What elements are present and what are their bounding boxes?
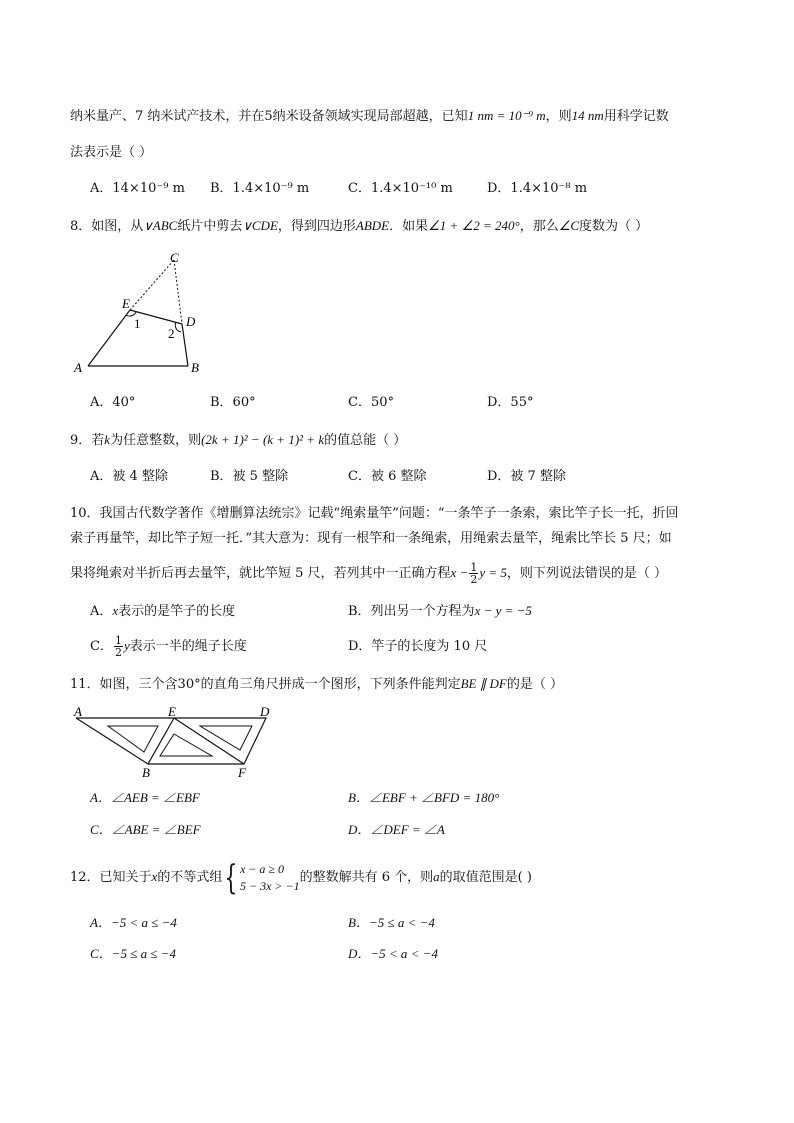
q12-text: 的取值范围是( ): [439, 870, 532, 885]
q11-edge-ef: [174, 718, 244, 764]
q11-text: 的直角三角尺拼成一个图形，下列条件能判定: [200, 677, 461, 692]
q8-text: 度数为（ ）: [579, 219, 649, 234]
q7-line1: [70, 106, 669, 127]
q9-option-b: B．被 5 整除: [210, 469, 289, 484]
q10-option-b-text: B．列出另一个方程为: [348, 604, 475, 619]
q11-figure: [70, 702, 285, 780]
q10-var-x: x: [112, 603, 119, 618]
q10-text: 果将绳索对半折后再去量竿，就比竿短 5 尺，若列其中一正确方程: [70, 566, 451, 581]
q8-angle: ∠C: [558, 218, 580, 233]
q10-option-c-prefix: C．: [90, 639, 113, 654]
q11-option-c: C．∠ABE = ∠BEF: [90, 822, 201, 837]
q12-inequality-2: 5 − 3x > −1: [239, 878, 300, 893]
q11-option-a: A．∠AEB = ∠EBF: [90, 790, 200, 805]
q9-text: 为任意整数，则: [110, 433, 202, 448]
q8-label-d: D: [186, 314, 196, 329]
q11-label-f: F: [238, 765, 246, 780]
q10-frac-den: 2: [470, 573, 478, 586]
q8-option-a: A．40°: [90, 395, 136, 410]
q12-var-a: a: [433, 869, 440, 884]
q8-label-a: A: [74, 360, 82, 375]
q9-var-k: k: [104, 432, 111, 447]
q8-option-d: D．55°: [487, 395, 534, 410]
q8-stem: [70, 216, 648, 237]
q8-label-c: C: [170, 250, 179, 265]
q11-option-d: D．∠DEF = ∠A: [348, 822, 445, 837]
q7-option-b: B．1.4×10⁻⁹ m: [210, 181, 310, 196]
q10-fraction: [469, 562, 478, 585]
q11-option-b: B．∠EBF + ∠BFD = 180°: [348, 790, 500, 805]
q9-option-a: A．被 4 整除: [90, 469, 168, 484]
q11-text: 11．如图，三个含: [70, 677, 178, 692]
q8-text: ．如果: [389, 219, 429, 234]
q9-text: 9．若: [70, 433, 105, 448]
q8-triangle-cde: ∨CDE: [242, 218, 278, 233]
q8-option-c: C．50°: [348, 395, 394, 410]
q10-option-d: D．竿子的长度为 10 尺: [348, 639, 488, 654]
q9-option-c: C．被 6 整除: [348, 469, 427, 484]
q12-option-a: A．−5 < a ≤ −4: [90, 915, 177, 930]
q11-outline: [76, 718, 266, 764]
q10-line1: 10．我国古代数学著作《增删算法统宗》记载“绳索量竿”问题：“一条竿子一条索，索比竿子长一托，折回: [70, 506, 679, 521]
q7-line2: 法表示是（ ）: [70, 145, 153, 160]
q7-unit-equation: 1 nm = 10⁻⁹ m: [467, 108, 546, 123]
q8-text: 8．如图，从: [70, 219, 144, 234]
q12-option-b: B．−5 ≤ a < −4: [348, 915, 435, 930]
q10-line3: [70, 562, 667, 585]
q10-eq-x: x −: [450, 565, 469, 580]
q10-option-c: [90, 635, 247, 658]
q7-option-c: C．1.4×10⁻¹⁰ m: [348, 181, 453, 196]
q10-option-c-den: 2: [114, 646, 122, 659]
q10-option-b: [348, 601, 532, 622]
q10-text: ，则下列说法错误的是（ ）: [506, 566, 668, 581]
q12-option-d: D．−5 < a < −4: [348, 946, 438, 961]
q10-option-c-fraction: [114, 635, 123, 658]
q8-edge-ae: [88, 310, 130, 366]
q11-label-a: A: [74, 704, 82, 719]
q11-stem: [70, 674, 563, 695]
q12-text: 的整数解共有 6 个，则: [299, 870, 434, 885]
q8-edge-db: [182, 324, 188, 366]
q8-text: ，那么: [519, 219, 559, 234]
q8-label-1: 1: [134, 316, 141, 331]
q7-text: ，则: [545, 109, 572, 124]
q10-option-c-text: 表示一半的绳子长度: [129, 639, 247, 654]
q7-option-d: D．1.4×10⁻⁸ m: [487, 181, 588, 196]
q7-value: 14 nm: [571, 108, 604, 123]
q7-option-a: A．14×10⁻⁹ m: [90, 181, 185, 196]
q10-option-c-num: 1: [114, 634, 122, 647]
q11-label-d: D: [260, 704, 270, 719]
q7-text: 用科学记数: [603, 109, 669, 124]
q8-text: ，得到四边形: [277, 219, 356, 234]
q8-edge-cd: [174, 260, 182, 324]
q11-label-e: E: [168, 704, 176, 719]
q12-inequality-1: x − a ≥ 0: [239, 861, 284, 876]
q11-hole-right: [200, 726, 252, 750]
q10-line2: 索子再量竿，却比竿子短一托．”其大意为：现有一根竿和一条绳索，用绳索去量竿，绳索比竿长 5 尺；如: [70, 531, 672, 546]
q10-option-a-text: 表示的是竿子的长度: [118, 604, 236, 619]
q11-parallel: BE ∥ DF: [460, 676, 507, 691]
q9-text: 的值总能（ ）: [324, 433, 407, 448]
q11-text: 的是（ ）: [506, 677, 563, 692]
q12-stem: [70, 858, 532, 897]
q10-option-a: [90, 601, 235, 622]
q8-option-b: B．60°: [210, 395, 256, 410]
q12-option-c: C．−5 ≤ a ≤ −4: [90, 946, 176, 961]
q12-var-x: x: [151, 869, 158, 884]
q11-degree: 30°: [177, 677, 201, 692]
q10-eq-rest: y = 5: [479, 565, 507, 580]
q8-edge-ec: [130, 260, 174, 310]
q8-text: 纸片中剪去: [177, 219, 243, 234]
q12-inequality-system: [240, 861, 300, 895]
q7-text: 纳米量产、7 纳米试产技术，并在5纳米设备领域实现局部超越，已知: [70, 109, 468, 124]
q8-triangle-abc: ∨ABC: [143, 218, 178, 233]
q8-condition: ∠1 + ∠2 = 240°: [428, 218, 520, 233]
q9-stem: [70, 430, 406, 451]
q9-option-d: D．被 7 整除: [487, 469, 566, 484]
q9-expression: (2k + 1)² − (k + 1)² + k: [201, 432, 325, 447]
q8-label-e: E: [122, 296, 130, 311]
q10-var-y: y: [123, 638, 130, 653]
q10-option-b-equation: x − y = −5: [474, 603, 532, 618]
q8-label-b: B: [191, 360, 199, 375]
q11-label-b: B: [142, 765, 150, 780]
q12-text: 的不等式组: [157, 870, 223, 885]
q8-label-2: 2: [168, 326, 175, 341]
q8-quadrilateral: ABDE: [355, 218, 390, 233]
q12-brace: {: [224, 857, 238, 898]
q8-figure: [70, 248, 210, 378]
q10-frac-num: 1: [470, 561, 478, 574]
q10-option-a-prefix: A．: [90, 604, 113, 619]
q12-text: 12．已知关于: [70, 870, 152, 885]
q11-hole-left: [108, 726, 158, 752]
